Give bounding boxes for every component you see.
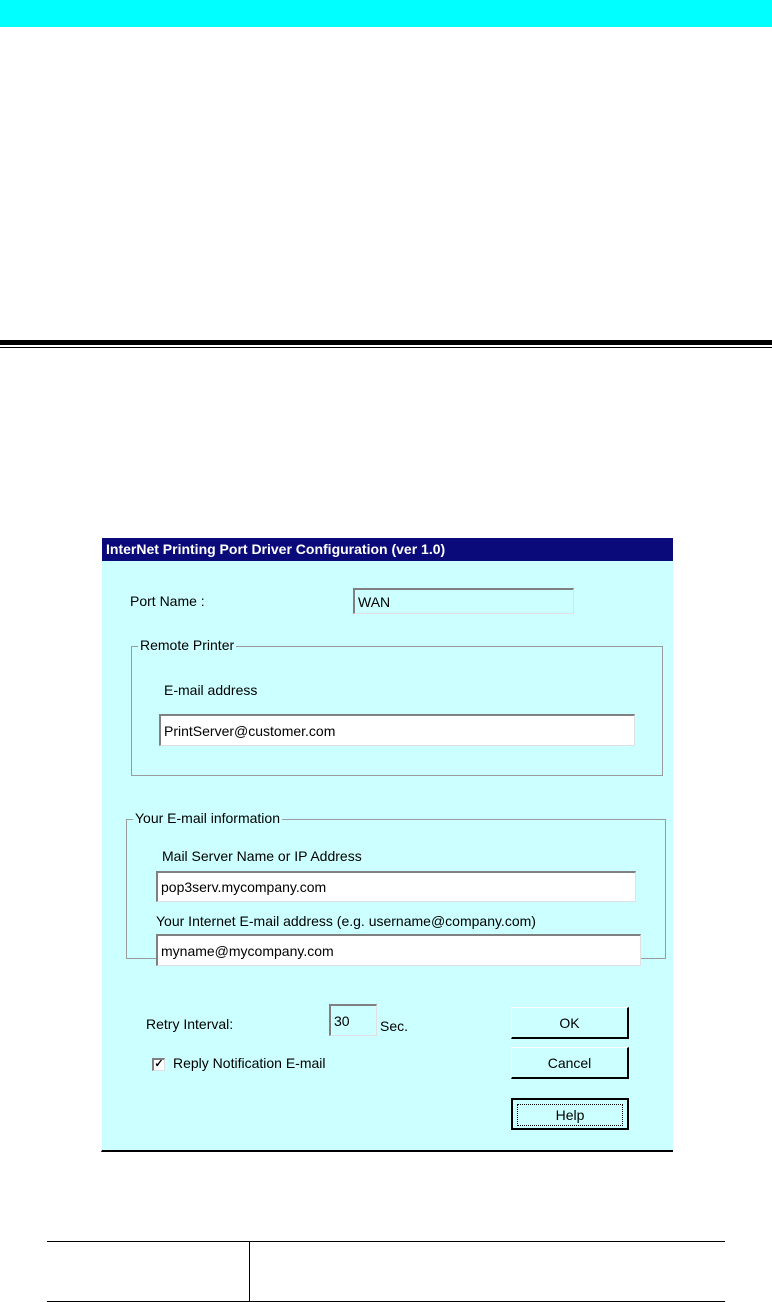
your-address-field[interactable] xyxy=(156,934,641,966)
port-name-field[interactable] xyxy=(353,588,574,614)
header-rule-thin xyxy=(0,347,772,348)
bottom-table xyxy=(47,1241,725,1302)
bottom-table-column-divider xyxy=(249,1242,250,1302)
your-email-group-label: Your E-mail information xyxy=(135,810,280,826)
mail-server-field[interactable] xyxy=(156,871,636,902)
mail-server-label: Mail Server Name or IP Address xyxy=(162,848,362,864)
ok-button-label: OK xyxy=(559,1014,580,1031)
ok-button[interactable] xyxy=(511,1007,629,1039)
port-config-dialog xyxy=(101,538,673,1152)
your-address-label: Your Internet E-mail address (e.g. username@company.com) xyxy=(156,913,536,929)
retry-interval-unit: Sec. xyxy=(380,1018,409,1034)
remote-printer-group xyxy=(131,637,663,776)
port-name-label: Port Name : xyxy=(130,593,205,609)
cancel-button-label: Cancel xyxy=(547,1054,592,1071)
top-header-band xyxy=(0,0,772,27)
reply-notification-checkbox[interactable]: ✓ xyxy=(152,1058,165,1071)
dialog-titlebar: InterNet Printing Port Driver Configuration (ver 1.0) xyxy=(102,538,673,561)
retry-interval-label: Retry Interval: xyxy=(146,1016,234,1032)
header-rule-thick xyxy=(0,340,772,345)
reply-notification-label: Reply Notification E-mail xyxy=(173,1055,326,1071)
help-button-label: Help xyxy=(517,1104,623,1126)
retry-interval-field[interactable] xyxy=(329,1004,377,1036)
help-button[interactable] xyxy=(511,1098,629,1130)
remote-email-field[interactable] xyxy=(159,714,635,746)
remote-email-label: E-mail address xyxy=(164,682,258,698)
cancel-button[interactable] xyxy=(511,1047,629,1079)
remote-printer-group-label: Remote Printer xyxy=(140,637,235,653)
